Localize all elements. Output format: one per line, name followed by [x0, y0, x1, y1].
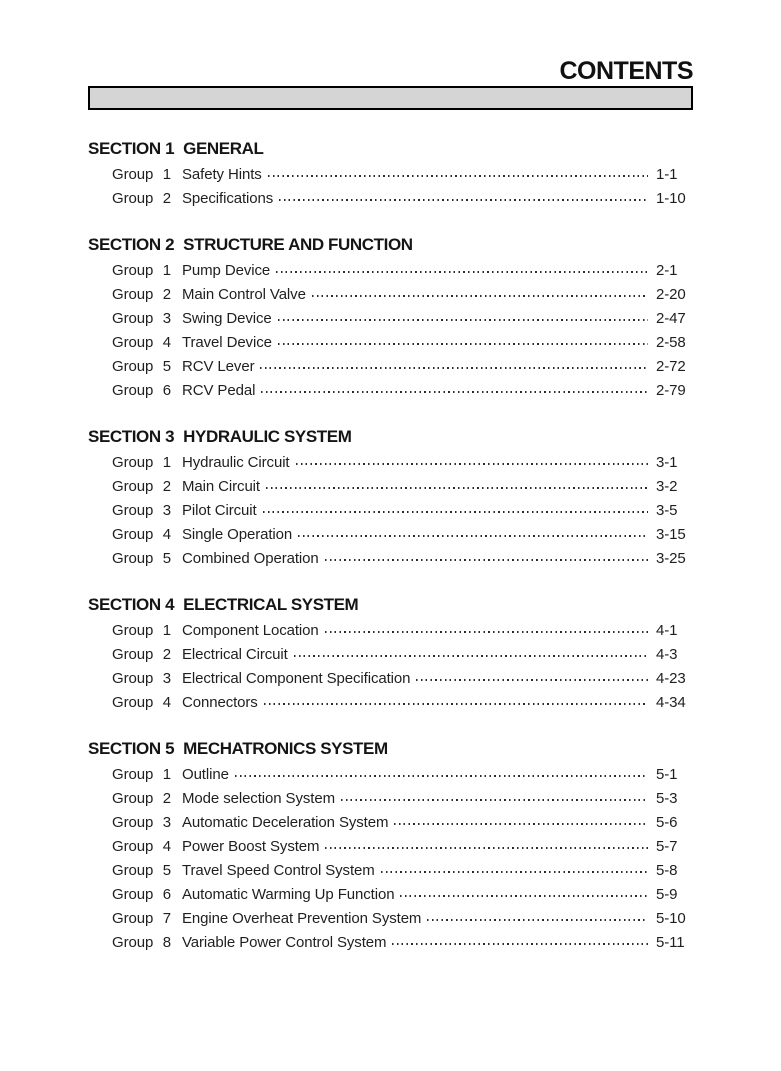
toc-entry: [88, 810, 693, 834]
group-number: 5: [162, 357, 171, 375]
section-title: HYDRAULIC SYSTEM: [183, 427, 352, 446]
page-number: 3-1: [656, 453, 678, 471]
page-number: 4-23: [656, 669, 686, 687]
page-number: 5-7: [656, 837, 678, 855]
group-title: Combined Operation: [182, 549, 319, 567]
page-number: 5-8: [656, 861, 678, 879]
group-number: 1: [162, 453, 171, 471]
section-electrical-system: [88, 595, 693, 714]
group-number: 2: [162, 789, 171, 807]
group-word: Group: [112, 837, 154, 855]
dot-leader: [427, 919, 648, 921]
group-number: 3: [162, 813, 171, 831]
dot-leader: [294, 655, 648, 657]
dot-leader: [266, 487, 648, 489]
group-number: 1: [162, 261, 171, 279]
group-number: 4: [162, 837, 171, 855]
group-title: Swing Device: [182, 309, 272, 327]
group-word: Group: [112, 501, 154, 519]
group-title: Hydraulic Circuit: [182, 453, 290, 471]
group-title: Automatic Warming Up Function: [182, 885, 395, 903]
dot-leader: [400, 895, 648, 897]
group-title: Automatic Deceleration System: [182, 813, 389, 831]
section-number: SECTION 4: [88, 595, 175, 614]
group-title: Engine Overheat Prevention System: [182, 909, 422, 927]
toc-entry: [88, 690, 693, 714]
group-title: Travel Device: [182, 333, 272, 351]
group-title: Connectors: [182, 693, 258, 711]
section-title: ELECTRICAL SYSTEM: [183, 595, 359, 614]
toc-entry: [88, 282, 693, 306]
toc-entry: [88, 162, 693, 186]
section-heading: [88, 739, 693, 762]
group-word: Group: [112, 645, 154, 663]
group-number: 4: [162, 525, 171, 543]
group-title: Mode selection System: [182, 789, 335, 807]
group-number: 2: [162, 189, 171, 207]
group-title: Variable Power Control System: [182, 933, 387, 951]
page-number: 4-1: [656, 621, 678, 639]
dot-leader: [381, 871, 648, 873]
page-number: 2-1: [656, 261, 678, 279]
group-title: Pump Device: [182, 261, 271, 279]
page-number: 4-3: [656, 645, 678, 663]
group-number: 8: [162, 933, 171, 951]
group-word: Group: [112, 189, 154, 207]
dot-leader: [341, 799, 648, 801]
page-number: 5-1: [656, 765, 678, 783]
group-number: 3: [162, 669, 171, 687]
section-number: SECTION 5: [88, 739, 175, 758]
toc-entry: [88, 618, 693, 642]
dot-leader: [235, 775, 648, 777]
group-title: Electrical Component Specification: [182, 669, 411, 687]
group-number: 4: [162, 693, 171, 711]
group-title: Specifications: [182, 189, 274, 207]
page-number: 5-3: [656, 789, 678, 807]
section-number: SECTION 2: [88, 235, 175, 254]
group-word: Group: [112, 765, 154, 783]
dot-leader: [279, 199, 648, 201]
dot-leader: [325, 847, 648, 849]
toc-entry: [88, 498, 693, 522]
group-number: 6: [162, 381, 171, 399]
group-title: Pilot Circuit: [182, 501, 257, 519]
section-mechatronics-system: [88, 739, 693, 954]
section-title: STRUCTURE AND FUNCTION: [183, 235, 413, 254]
toc-entry: [88, 546, 693, 570]
toc-entry: [88, 834, 693, 858]
group-title: Safety Hints: [182, 165, 262, 183]
dot-leader: [278, 343, 648, 345]
toc-entry: [88, 642, 693, 666]
section-title: MECHATRONICS SYSTEM: [183, 739, 388, 758]
group-number: 3: [162, 501, 171, 519]
group-word: Group: [112, 309, 154, 327]
group-title: Main Circuit: [182, 477, 260, 495]
toc-page: [88, 0, 693, 954]
toc-entry: [88, 762, 693, 786]
group-number: 2: [162, 285, 171, 303]
group-title: RCV Pedal: [182, 381, 256, 399]
group-number: 7: [162, 909, 171, 927]
section-heading: [88, 235, 693, 258]
group-number: 6: [162, 885, 171, 903]
group-word: Group: [112, 909, 154, 927]
group-number: 1: [162, 765, 171, 783]
page-title: CONTENTS: [559, 57, 693, 85]
toc-entry: [88, 858, 693, 882]
page-number: 5-11: [656, 933, 685, 951]
toc-entry: [88, 882, 693, 906]
dot-leader: [296, 463, 649, 465]
group-title: Component Location: [182, 621, 319, 639]
group-title: Electrical Circuit: [182, 645, 288, 663]
section-hydraulic-system: [88, 427, 693, 570]
group-title: Power Boost System: [182, 837, 320, 855]
page-number: 1-10: [656, 189, 686, 207]
group-word: Group: [112, 165, 154, 183]
group-word: Group: [112, 549, 154, 567]
toc-entry: [88, 786, 693, 810]
section-number: SECTION 3: [88, 427, 175, 446]
dot-leader: [263, 511, 648, 513]
group-title: Single Operation: [182, 525, 293, 543]
group-word: Group: [112, 285, 154, 303]
dot-leader: [261, 391, 648, 393]
group-word: Group: [112, 525, 154, 543]
dot-leader: [325, 631, 648, 633]
toc-entry: [88, 258, 693, 282]
toc-entry: [88, 354, 693, 378]
page-number: 2-20: [656, 285, 686, 303]
toc-entry: [88, 186, 693, 210]
group-word: Group: [112, 861, 154, 879]
group-word: Group: [112, 789, 154, 807]
dot-leader: [264, 703, 648, 705]
dot-leader: [260, 367, 648, 369]
group-number: 5: [162, 861, 171, 879]
toc-entry: [88, 474, 693, 498]
dot-leader: [392, 943, 648, 945]
section-title: GENERAL: [183, 139, 264, 158]
dot-leader: [416, 679, 648, 681]
page-number: 3-15: [656, 525, 686, 543]
group-word: Group: [112, 933, 154, 951]
group-word: Group: [112, 357, 154, 375]
group-word: Group: [112, 669, 154, 687]
dot-leader: [298, 535, 648, 537]
dot-leader: [325, 559, 648, 561]
group-title: Outline: [182, 765, 229, 783]
page-number: 4-34: [656, 693, 686, 711]
group-number: 5: [162, 549, 171, 567]
section-structure-and-function: [88, 235, 693, 402]
page-number: 3-25: [656, 549, 686, 567]
group-number: 2: [162, 645, 171, 663]
group-word: Group: [112, 885, 154, 903]
page-number: 2-47: [656, 309, 686, 327]
dot-leader: [312, 295, 648, 297]
toc-entry: [88, 330, 693, 354]
group-title: Travel Speed Control System: [182, 861, 375, 879]
page-number: 3-5: [656, 501, 678, 519]
group-number: 1: [162, 621, 171, 639]
page-number: 2-58: [656, 333, 686, 351]
dot-leader: [278, 319, 648, 321]
page-number: 5-9: [656, 885, 678, 903]
page-number: 2-72: [656, 357, 686, 375]
group-number: 1: [162, 165, 171, 183]
page-number: 2-79: [656, 381, 686, 399]
section-heading: [88, 139, 693, 162]
group-number: 4: [162, 333, 171, 351]
toc-entry: [88, 378, 693, 402]
group-word: Group: [112, 453, 154, 471]
group-word: Group: [112, 693, 154, 711]
section-heading: [88, 427, 693, 450]
dot-leader: [394, 823, 648, 825]
page-number: 5-6: [656, 813, 678, 831]
page-number: 3-2: [656, 477, 678, 495]
page-number: 5-10: [656, 909, 686, 927]
group-word: Group: [112, 813, 154, 831]
group-title: Main Control Valve: [182, 285, 306, 303]
group-word: Group: [112, 477, 154, 495]
toc-entry: [88, 906, 693, 930]
toc-entry: [88, 930, 693, 954]
group-word: Group: [112, 381, 154, 399]
page-number: 1-1: [656, 165, 678, 183]
toc-entry: [88, 666, 693, 690]
group-title: RCV Lever: [182, 357, 255, 375]
toc-entry: [88, 450, 693, 474]
group-number: 2: [162, 477, 171, 495]
group-word: Group: [112, 621, 154, 639]
group-number: 3: [162, 309, 171, 327]
section-general: [88, 139, 693, 210]
dot-leader: [268, 175, 648, 177]
group-word: Group: [112, 333, 154, 351]
section-heading: [88, 595, 693, 618]
toc-entry: [88, 306, 693, 330]
group-word: Group: [112, 261, 154, 279]
toc-entry: [88, 522, 693, 546]
header-bar: [88, 86, 693, 110]
section-number: SECTION 1: [88, 139, 175, 158]
dot-leader: [276, 271, 648, 273]
